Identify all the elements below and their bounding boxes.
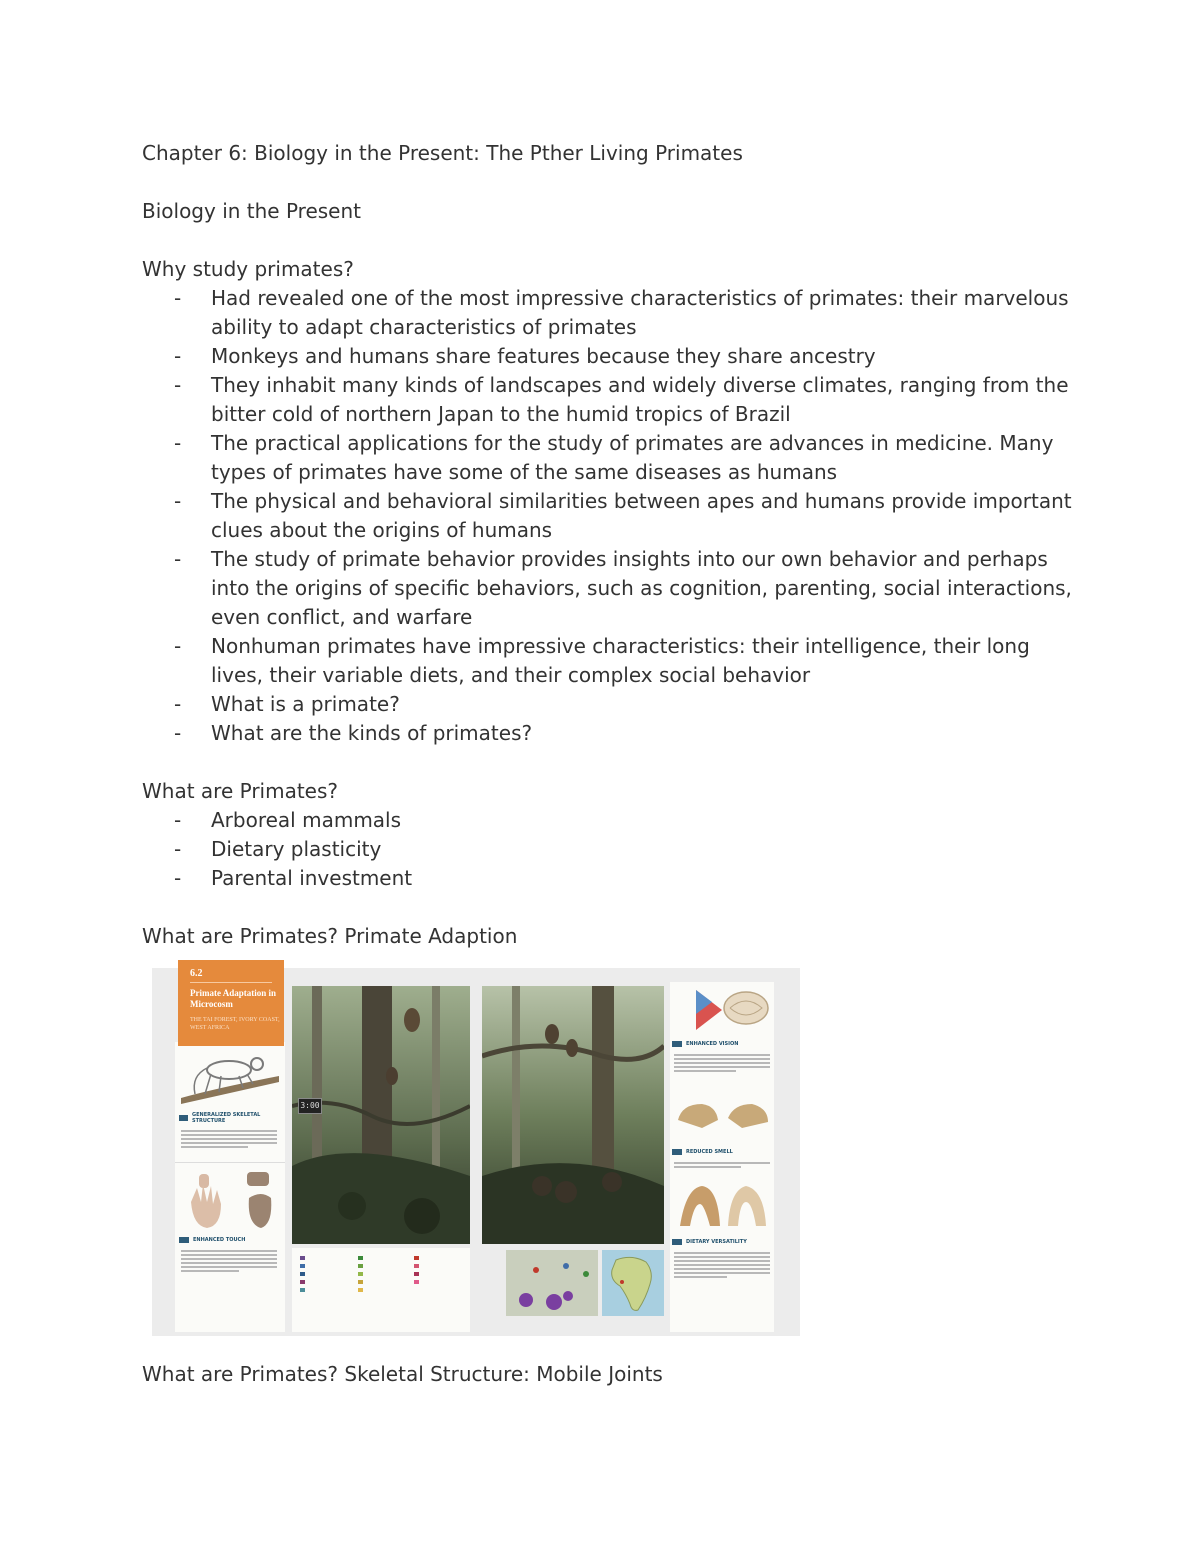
- figure-number: 6.2: [190, 968, 203, 979]
- list-item: - What is a primate?: [142, 690, 1072, 719]
- hand-foot-illustration: [177, 1168, 283, 1232]
- list-item: - What are the kinds of primates?: [142, 719, 1072, 748]
- vision-text: [674, 1054, 770, 1074]
- smell-text: [674, 1162, 770, 1170]
- list-item: - Had revealed one of the most impressive characteristics of primates: their marvelous ability to adapt characteristics of primates: [142, 284, 1072, 342]
- legend-panel: [292, 1248, 470, 1332]
- document-title: Chapter 6: Biology in the Present: The Pther Living Primates: [142, 141, 743, 165]
- right-info-panel: [670, 982, 774, 1332]
- document-page: [142, 139, 1072, 1389]
- jaw-illustration: [672, 1178, 772, 1232]
- forest-scene-right: [482, 986, 664, 1244]
- list-item: - Monkeys and humans share features because they share ancestry: [142, 342, 1072, 371]
- list-item: - Parental investment: [142, 864, 1072, 893]
- figure-subtitle: THE TAI FOREST, IVORY COAST, WEST AFRICA: [190, 1017, 280, 1031]
- enhanced-touch-label: ENHANCED TOUCH: [179, 1236, 245, 1244]
- skeletal-text: [181, 1130, 277, 1150]
- list-item: - Arboreal mammals: [142, 806, 1072, 835]
- figure-badge: 3:00: [298, 1098, 322, 1114]
- skeletal-structure-label: GENERALIZED SKELETAL STRUCTURE: [179, 1114, 285, 1122]
- left-info-panel: [175, 1042, 285, 1332]
- why-study-list: [142, 284, 1072, 748]
- africa-map: [602, 1250, 664, 1316]
- touch-text: [181, 1250, 277, 1274]
- figure-title: Primate Adaptation in Microcosm: [190, 988, 277, 1009]
- dietary-versatility-label: DIETARY VERSATILITY: [672, 1238, 747, 1246]
- skeletal-heading: What are Primates? Skeletal Structure: Mobile Joints: [142, 1362, 663, 1386]
- list-item: - The physical and behavioral similarities between apes and humans provide important clues about the origins of humans: [142, 487, 1072, 545]
- adaption-heading: What are Primates? Primate Adaption: [142, 924, 518, 948]
- forest-illustration-right: [482, 986, 664, 1244]
- what-are-heading: What are Primates?: [142, 779, 339, 803]
- list-item: - The practical applications for the study of primates are advances in medicine. Many types of primates have some of the same diseases as humans: [142, 429, 1072, 487]
- list-item: - The study of primate behavior provides insights into our own behavior and perhaps into the origins of specific behaviors, such as cognition, parenting, social interactions, even conflict, and warfare: [142, 545, 1072, 632]
- what-are-list: [142, 806, 1072, 893]
- reduced-smell-label: REDUCED SMELL: [672, 1148, 733, 1156]
- territory-map: [506, 1250, 598, 1316]
- section-heading: Biology in the Present: [142, 199, 362, 223]
- enhanced-vision-label: ENHANCED VISION: [672, 1040, 738, 1048]
- figure-title-block: [178, 960, 284, 1046]
- list-item: - Dietary plasticity: [142, 835, 1072, 864]
- forest-scene-left: [292, 986, 470, 1244]
- primate-adaptation-figure: [152, 968, 800, 1336]
- forest-illustration-left: [292, 986, 470, 1244]
- vision-illustration: [672, 984, 772, 1036]
- diet-text: [674, 1252, 770, 1280]
- list-item: - They inhabit many kinds of landscapes and widely diverse climates, ranging from the bitter cold of northern Japan to the humid tropics of Brazil: [142, 371, 1072, 429]
- why-study-heading: Why study primates?: [142, 257, 354, 281]
- skull-illustration: [672, 1092, 772, 1144]
- list-item: - Nonhuman primates have impressive characteristics: their intelligence, their long lives, their variable diets, and their complex social behavior: [142, 632, 1072, 690]
- skeleton-illustration: [177, 1046, 283, 1110]
